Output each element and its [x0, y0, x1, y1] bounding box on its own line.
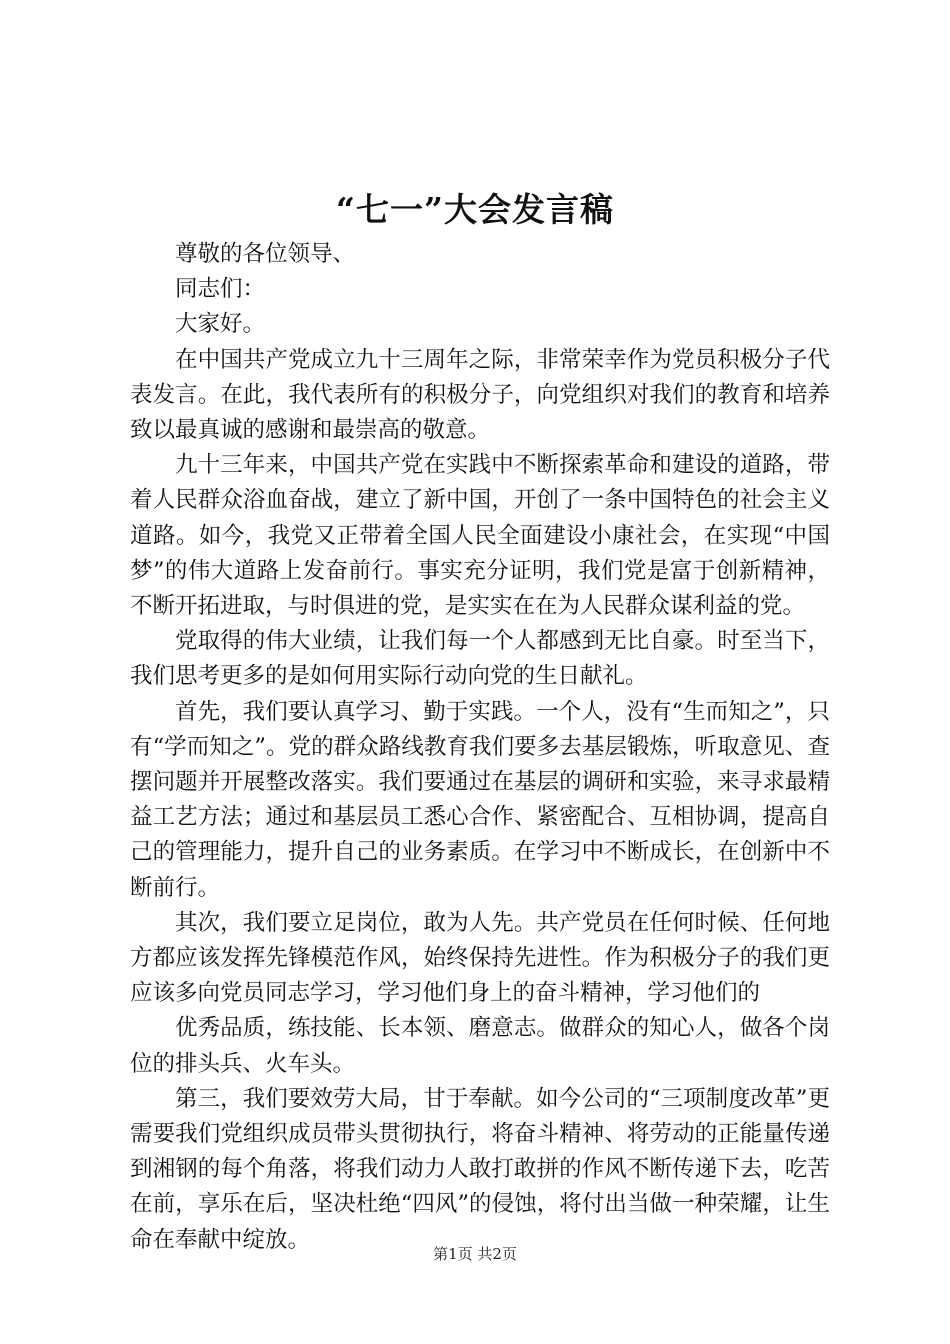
paragraph-second-point: 其次，我们要立足岗位，敢为人先。共产党员在任何时候、任何地方都应该发挥先锋模范作风，始终保持先进性。作为积极分子的我们更应该多向党员同志学习，学习他们身上的奋斗精神，学习他们的 — [130, 909, 830, 1007]
paragraph-second-point-continued: 优秀品质，练技能、长本领、磨意志。做群众的知心人，做各个岗位的排头兵、火车头。 — [130, 1015, 830, 1077]
paragraph-salutation-comrades: 同志们： — [175, 276, 266, 303]
paragraph-history: 九十三年来，中国共产党在实践中不断探索革命和建设的道路，带着人民群众浴血奋战，建立了新中国，开创了一条中国特色的社会主义道路。如今，我党又正带着全国人民全面建设小康社会，在实现“中国梦”的伟大道路上发奋前行。事实充分证明，我们党是富于创新精神，不断开拓进取，与时俱进的党，是实实在在为人民群众谋利益的党。 — [130, 452, 830, 620]
document-title: “七一”大会发言稿 — [336, 190, 614, 229]
page-number-footer: 第1页 共2页 — [433, 1245, 517, 1263]
paragraph-greeting: 大家好。 — [175, 311, 266, 338]
document-body — [130, 237, 830, 1258]
paragraph-third-point: 第三，我们要效劳大局，甘于奉献。如今公司的“三项制度改革”更需要我们党组织成员带头贯彻执行，将奋斗精神、将劳动的正能量传递到湘钢的每个角落，将我们动力人敢打敢拼的作风不断传递下去，吃苦在前，享乐在后，坚决杜绝“四风”的侵蚀，将付出当做一种荣耀，让生命在奉献中绽放。 — [130, 1085, 830, 1253]
paragraph-opening: 在中国共产党成立九十三周年之际，非常荣幸作为党员积极分子代表发言。在此，我代表所有的积极分子，向党组织对我们的教育和培养致以最真诚的感谢和最崇高的敬意。 — [130, 346, 830, 444]
paragraph-pride: 党取得的伟大业绩，让我们每一个人都感到无比自豪。时至当下，我们思考更多的是如何用实际行动向党的生日献礼。 — [130, 628, 830, 690]
paragraph-salutation-leaders: 尊敬的各位领导、 — [175, 241, 356, 267]
paragraph-first-point: 首先，我们要认真学习、勤于实践。一个人，没有“生而知之”，只有“学而知之”。党的群众路线教育我们要多去基层锻炼，听取意见、查摆问题并开展整改落实。我们要通过在基层的调研和实验，来寻求最精益工艺方法；通过和基层员工悉心合作、紧密配合、互相协调，提高自己的管理能力，提升自己的业务素质。在学习中不断成长，在创新中不断前行。 — [130, 698, 830, 901]
